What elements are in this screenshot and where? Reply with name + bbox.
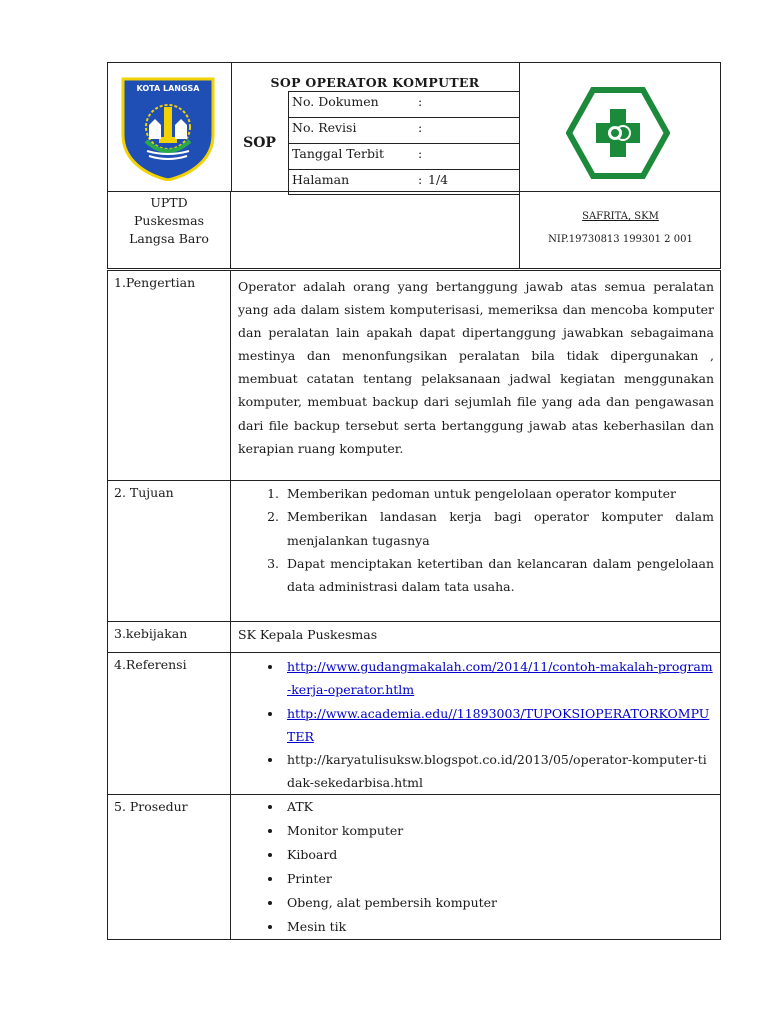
- row-referensi: [108, 652, 720, 794]
- info-value-halaman: 1/4: [428, 172, 449, 187]
- org-line-3: Langsa Baro: [129, 231, 209, 246]
- info-label: Tanggal Terbit: [292, 146, 385, 161]
- row-label: 3.kebijakan: [108, 622, 231, 652]
- blank-cell: [231, 191, 519, 268]
- prosedur-list: [231, 795, 720, 939]
- signatory-nip: NIP.19730813 199301 2 001: [548, 234, 693, 245]
- list-item: • Monitor komputer: [283, 819, 714, 843]
- info-label: No. Revisi: [292, 120, 357, 135]
- tujuan-list: [231, 481, 720, 598]
- document-info: [288, 91, 519, 195]
- info-row-tanggal-terbit: [288, 143, 519, 169]
- info-colon: :: [418, 172, 423, 187]
- header-middle: [231, 63, 519, 191]
- info-colon: :: [418, 146, 423, 161]
- list-item: 3. Dapat menciptakan ketertiban dan kelancaran dalam pengelolaan data administrasi dalam tata usaha.: [283, 552, 714, 599]
- signature-cell: [519, 191, 721, 268]
- row-label: 2. Tujuan: [108, 481, 231, 621]
- row-pengertian: [108, 270, 720, 480]
- sop-header: [107, 62, 721, 192]
- row-value: [231, 795, 720, 940]
- row-prosedur: [108, 794, 720, 940]
- list-item: • Printer: [283, 867, 714, 891]
- list-item: • ATK: [283, 795, 714, 819]
- org-signature-row: [107, 191, 721, 269]
- list-item: • Kiboard: [283, 843, 714, 867]
- pengertian-text: Operator adalah orang yang bertanggung jawab atas semua peralatan yang ada dalam sistem komputerisasi, memeriksa dan mencoba komputer dan peralatan lain apakah dapat dipertanggung jawabkan sebagaimana mestinya dan menonfungsikan peralatan bila tidak dipergunakan , membuat catatan tentang pelaksanaan jadwal kegiatan menggunakan komputer, membuat backup dari sejumlah file yang ada dan pengawasan dari file backup tersebut serta bertanggung jawab atas keberhasilan dan kerapian ruang komputer.: [238, 279, 714, 456]
- list-item: • Mesin tik: [283, 915, 714, 939]
- list-item: • Obeng, alat pembersih komputer: [283, 891, 714, 915]
- row-tujuan: [108, 480, 720, 621]
- list-item: • http://karyatulisuksw.blogspot.co.id/2013/05/operator-komputer-tidak-sekedarbisa.html: [283, 748, 714, 795]
- row-label: 1.Pengertian: [108, 271, 231, 480]
- list-item: 1. Memberikan pedoman untuk pengelolaan operator komputer: [283, 482, 714, 505]
- org-line-2: Puskesmas: [134, 213, 204, 228]
- sop-label: SOP: [231, 91, 289, 195]
- row-kebijakan: [108, 621, 720, 652]
- list-item: [283, 655, 714, 702]
- kebijakan-text: SK Kepala Puskesmas: [238, 627, 378, 642]
- row-value: [231, 481, 720, 621]
- signatory-name: SAFRITA, SKM: [582, 211, 659, 222]
- row-value: [231, 622, 720, 652]
- row-label: 4.Referensi: [108, 653, 231, 794]
- puskesmas-logo-icon: [566, 87, 670, 179]
- org-line-1: UPTD: [150, 195, 188, 210]
- info-label: No. Dokumen: [292, 94, 379, 109]
- row-value: [231, 653, 720, 794]
- kota-langsa-crest-icon: [119, 77, 217, 181]
- info-row-no-revisi: [288, 117, 519, 143]
- info-row-no-dokumen: [288, 91, 519, 117]
- row-value: [231, 271, 720, 480]
- info-colon: :: [418, 94, 423, 109]
- referensi-list: [231, 653, 720, 795]
- info-label: Halaman: [292, 172, 350, 187]
- list-item: [283, 702, 714, 749]
- list-item: 2. Memberikan landasan kerja bagi operator komputer dalam menjalankan tugasnya: [283, 505, 714, 552]
- crest-text: KOTA LANGSA: [136, 84, 200, 93]
- info-colon: :: [418, 120, 423, 135]
- kota-langsa-logo-cell: [108, 63, 232, 191]
- document-title: SOP OPERATOR KOMPUTER: [270, 75, 480, 90]
- org-name: [108, 191, 231, 268]
- sop-content-table: [107, 270, 721, 940]
- puskesmas-logo-cell: [519, 63, 721, 191]
- reference-link[interactable]: http://www.gudangmakalah.com/2014/11/contoh-makalah-program-kerja-operator.htlm: [287, 659, 713, 698]
- row-label: 5. Prosedur: [108, 795, 231, 940]
- reference-link[interactable]: http://www.academia.edu//11893003/TUPOKSIOPERATORKOMPUTER: [287, 705, 710, 744]
